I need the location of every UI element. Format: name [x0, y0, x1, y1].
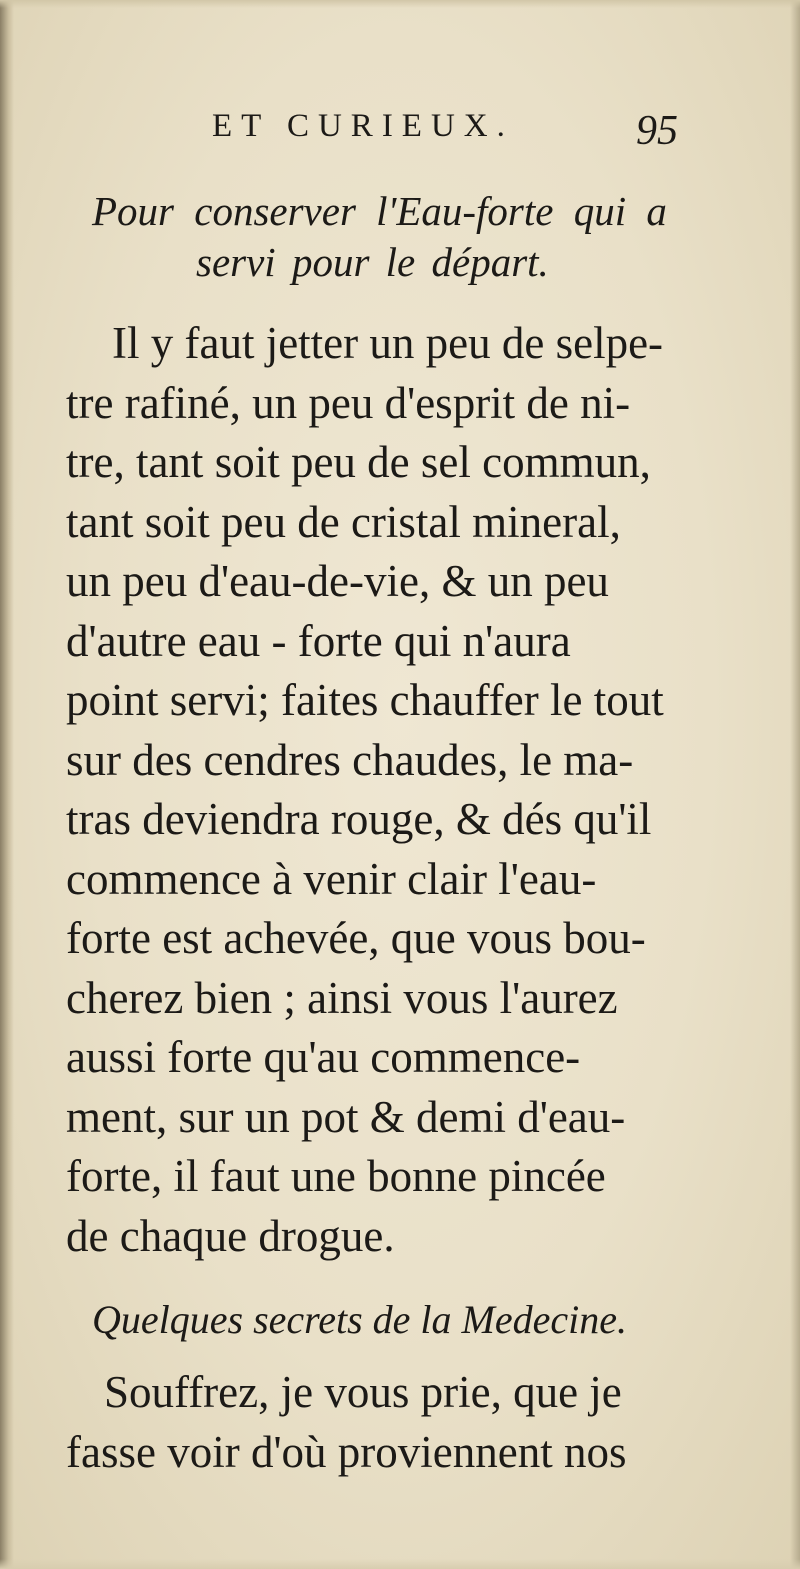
recipe-text-line: aussi forte qu'au commence- [66, 1032, 581, 1082]
running-head: ET CURIEUX. [212, 108, 514, 144]
page-edge-right [790, 0, 800, 1569]
recipe-text-line: de chaque drogue. [66, 1211, 395, 1261]
medicine-text-line: Souffrez, je vous prie, que je [104, 1367, 622, 1417]
page-edge-top [0, 0, 800, 8]
page-number: 95 [636, 108, 678, 154]
recipe-text-line: forte, il faut une bonne pincée [66, 1151, 606, 1201]
recipe-text-line: tre, tant soit peu de sel commun, [66, 437, 651, 487]
recipe-text-line: cherez bien ; ainsi vous l'aurez [66, 973, 618, 1023]
recipe-text-line: sur des cendres chaudes, le ma- [66, 735, 634, 785]
medicine-section-title: Quelques secrets de la Medecine. [92, 1297, 627, 1342]
recipe-title-line-1: Pour conserver l'Eau-forte qui a [92, 188, 667, 234]
page-edge-bottom [0, 1559, 800, 1569]
recipe-text-line: tant soit peu de cristal mineral, [66, 497, 621, 547]
recipe-text-line: tre rafiné, un peu d'esprit de ni- [66, 378, 631, 428]
recipe-text-line: tras deviendra rouge, & dés qu'il [66, 794, 652, 844]
recipe-text-line: Il y faut jetter un peu de selpe- [112, 318, 664, 368]
page-edge-left [0, 0, 14, 1569]
recipe-text-line: d'autre eau - forte qui n'aura [66, 616, 571, 666]
recipe-text-line: forte est achevée, que vous bou- [66, 913, 646, 963]
medicine-text-line: fasse voir d'où proviennent nos [66, 1427, 627, 1477]
recipe-title-line-2: servi pour le départ. [196, 239, 549, 285]
recipe-text-line: point servi; faites chauffer le tout [66, 675, 664, 725]
recipe-text-line: commence à venir clair l'eau- [66, 854, 597, 904]
recipe-text-line: ment, sur un pot & demi d'eau- [66, 1092, 626, 1142]
recipe-text-line: un peu d'eau-de-vie, & un peu [66, 556, 609, 606]
